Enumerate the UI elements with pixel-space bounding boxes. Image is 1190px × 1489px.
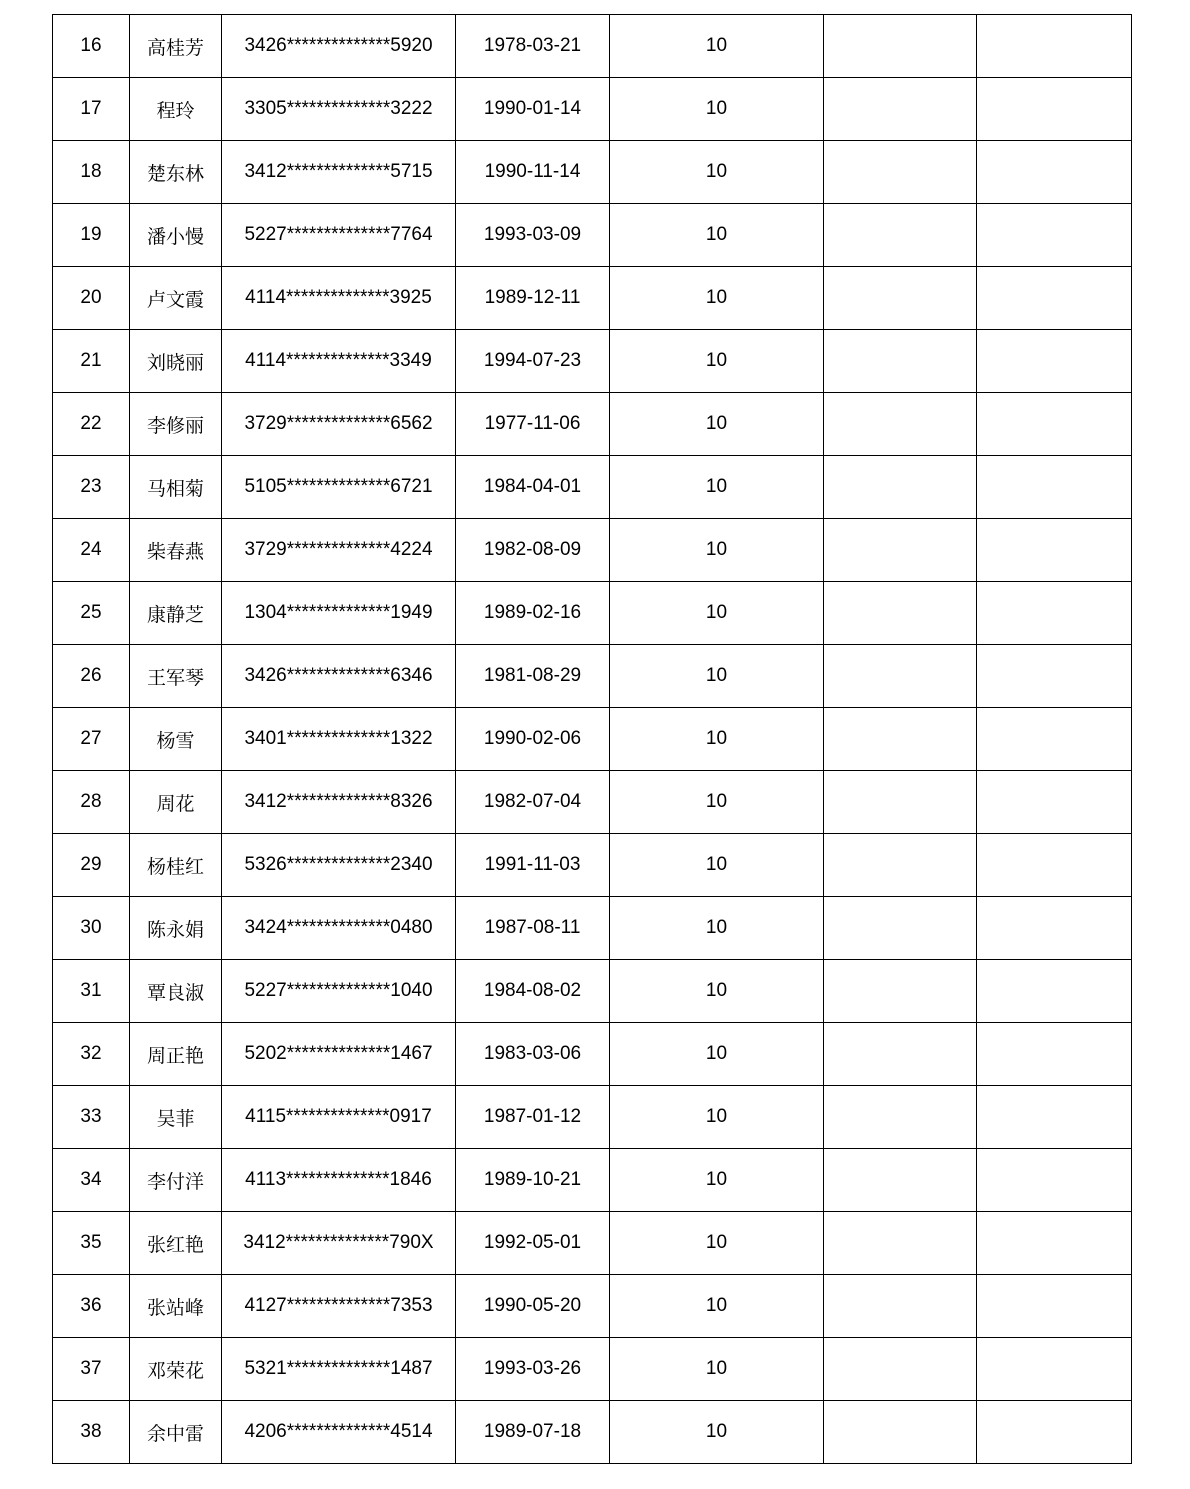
birth-date-cell: 1990-01-14 xyxy=(456,78,610,141)
name-cell: 楚东林 xyxy=(130,141,222,204)
id-number-cell: 5202**************1467 xyxy=(222,1023,456,1086)
id-number-cell: 4115**************0917 xyxy=(222,1086,456,1149)
value-cell: 10 xyxy=(610,519,824,582)
birth-date-cell: 1994-07-23 xyxy=(456,330,610,393)
table-row xyxy=(53,834,1132,897)
value-cell: 10 xyxy=(610,141,824,204)
name-cell: 周花 xyxy=(130,771,222,834)
roster-table-body xyxy=(53,15,1132,1464)
name-cell: 程玲 xyxy=(130,78,222,141)
birth-date-cell: 1993-03-09 xyxy=(456,204,610,267)
serial-number-cell: 17 xyxy=(53,78,130,141)
birth-date-cell: 1989-12-11 xyxy=(456,267,610,330)
id-number-cell: 5105**************6721 xyxy=(222,456,456,519)
name-cell: 高桂芳 xyxy=(130,15,222,78)
blank-cell xyxy=(824,645,977,708)
value-cell: 10 xyxy=(610,1338,824,1401)
id-number-cell: 5321**************1487 xyxy=(222,1338,456,1401)
id-number-cell: 3426**************5920 xyxy=(222,15,456,78)
id-number-cell: 1304**************1949 xyxy=(222,582,456,645)
serial-number-cell: 31 xyxy=(53,960,130,1023)
id-number-cell: 3424**************0480 xyxy=(222,897,456,960)
value-cell: 10 xyxy=(610,456,824,519)
table-row xyxy=(53,960,1132,1023)
blank-cell xyxy=(824,1149,977,1212)
name-cell: 张红艳 xyxy=(130,1212,222,1275)
id-number-cell: 5227**************7764 xyxy=(222,204,456,267)
birth-date-cell: 1990-11-14 xyxy=(456,141,610,204)
table-row xyxy=(53,708,1132,771)
blank-cell xyxy=(977,1086,1132,1149)
table-row xyxy=(53,393,1132,456)
name-cell: 潘小慢 xyxy=(130,204,222,267)
value-cell: 10 xyxy=(610,267,824,330)
name-cell: 邓荣花 xyxy=(130,1338,222,1401)
id-number-cell: 3401**************1322 xyxy=(222,708,456,771)
blank-cell xyxy=(824,330,977,393)
serial-number-cell: 26 xyxy=(53,645,130,708)
blank-cell xyxy=(977,1149,1132,1212)
blank-cell xyxy=(824,78,977,141)
blank-cell xyxy=(824,897,977,960)
table-row xyxy=(53,1275,1132,1338)
blank-cell xyxy=(977,1212,1132,1275)
name-cell: 杨桂红 xyxy=(130,834,222,897)
blank-cell xyxy=(824,267,977,330)
table-row xyxy=(53,456,1132,519)
id-number-cell: 4114**************3349 xyxy=(222,330,456,393)
birth-date-cell: 1989-10-21 xyxy=(456,1149,610,1212)
id-number-cell: 4206**************4514 xyxy=(222,1401,456,1464)
name-cell: 陈永娟 xyxy=(130,897,222,960)
blank-cell xyxy=(977,645,1132,708)
serial-number-cell: 32 xyxy=(53,1023,130,1086)
serial-number-cell: 18 xyxy=(53,141,130,204)
value-cell: 10 xyxy=(610,1149,824,1212)
id-number-cell: 3412**************8326 xyxy=(222,771,456,834)
birth-date-cell: 1991-11-03 xyxy=(456,834,610,897)
blank-cell xyxy=(977,267,1132,330)
blank-cell xyxy=(977,708,1132,771)
value-cell: 10 xyxy=(610,1023,824,1086)
serial-number-cell: 29 xyxy=(53,834,130,897)
birth-date-cell: 1987-08-11 xyxy=(456,897,610,960)
value-cell: 10 xyxy=(610,1086,824,1149)
value-cell: 10 xyxy=(610,204,824,267)
name-cell: 覃良淑 xyxy=(130,960,222,1023)
value-cell: 10 xyxy=(610,834,824,897)
id-number-cell: 5326**************2340 xyxy=(222,834,456,897)
name-cell: 马相菊 xyxy=(130,456,222,519)
name-cell: 柴春燕 xyxy=(130,519,222,582)
birth-date-cell: 1987-01-12 xyxy=(456,1086,610,1149)
serial-number-cell: 20 xyxy=(53,267,130,330)
name-cell: 杨雪 xyxy=(130,708,222,771)
blank-cell xyxy=(977,960,1132,1023)
value-cell: 10 xyxy=(610,1401,824,1464)
blank-cell xyxy=(977,204,1132,267)
blank-cell xyxy=(977,1401,1132,1464)
serial-number-cell: 24 xyxy=(53,519,130,582)
blank-cell xyxy=(824,456,977,519)
name-cell: 李付洋 xyxy=(130,1149,222,1212)
value-cell: 10 xyxy=(610,330,824,393)
value-cell: 10 xyxy=(610,645,824,708)
serial-number-cell: 16 xyxy=(53,15,130,78)
value-cell: 10 xyxy=(610,708,824,771)
name-cell: 刘晓丽 xyxy=(130,330,222,393)
table-row xyxy=(53,1338,1132,1401)
serial-number-cell: 19 xyxy=(53,204,130,267)
birth-date-cell: 1992-05-01 xyxy=(456,1212,610,1275)
blank-cell xyxy=(977,78,1132,141)
blank-cell xyxy=(824,582,977,645)
roster-table xyxy=(52,14,1132,1464)
birth-date-cell: 1984-08-02 xyxy=(456,960,610,1023)
id-number-cell: 3305**************3222 xyxy=(222,78,456,141)
birth-date-cell: 1978-03-21 xyxy=(456,15,610,78)
serial-number-cell: 30 xyxy=(53,897,130,960)
blank-cell xyxy=(977,834,1132,897)
id-number-cell: 4113**************1846 xyxy=(222,1149,456,1212)
serial-number-cell: 33 xyxy=(53,1086,130,1149)
name-cell: 吴菲 xyxy=(130,1086,222,1149)
blank-cell xyxy=(977,1023,1132,1086)
serial-number-cell: 34 xyxy=(53,1149,130,1212)
blank-cell xyxy=(824,1023,977,1086)
birth-date-cell: 1977-11-06 xyxy=(456,393,610,456)
value-cell: 10 xyxy=(610,15,824,78)
blank-cell xyxy=(977,1338,1132,1401)
value-cell: 10 xyxy=(610,78,824,141)
name-cell: 李修丽 xyxy=(130,393,222,456)
blank-cell xyxy=(977,141,1132,204)
blank-cell xyxy=(824,1401,977,1464)
id-number-cell: 5227**************1040 xyxy=(222,960,456,1023)
name-cell: 王军琴 xyxy=(130,645,222,708)
id-number-cell: 3729**************6562 xyxy=(222,393,456,456)
table-row xyxy=(53,204,1132,267)
blank-cell xyxy=(824,1086,977,1149)
value-cell: 10 xyxy=(610,960,824,1023)
table-row xyxy=(53,519,1132,582)
table-row xyxy=(53,1212,1132,1275)
serial-number-cell: 21 xyxy=(53,330,130,393)
birth-date-cell: 1990-02-06 xyxy=(456,708,610,771)
blank-cell xyxy=(824,960,977,1023)
value-cell: 10 xyxy=(610,582,824,645)
value-cell: 10 xyxy=(610,897,824,960)
table-row xyxy=(53,771,1132,834)
roster-table-container xyxy=(52,14,1132,1464)
id-number-cell: 4114**************3925 xyxy=(222,267,456,330)
blank-cell xyxy=(824,1338,977,1401)
blank-cell xyxy=(824,834,977,897)
table-row xyxy=(53,1023,1132,1086)
birth-date-cell: 1982-07-04 xyxy=(456,771,610,834)
blank-cell xyxy=(824,519,977,582)
serial-number-cell: 27 xyxy=(53,708,130,771)
blank-cell xyxy=(977,582,1132,645)
blank-cell xyxy=(824,141,977,204)
id-number-cell: 4127**************7353 xyxy=(222,1275,456,1338)
blank-cell xyxy=(824,1275,977,1338)
blank-cell xyxy=(977,456,1132,519)
serial-number-cell: 25 xyxy=(53,582,130,645)
table-row xyxy=(53,330,1132,393)
blank-cell xyxy=(824,15,977,78)
blank-cell xyxy=(977,15,1132,78)
blank-cell xyxy=(977,330,1132,393)
name-cell: 康静芝 xyxy=(130,582,222,645)
blank-cell xyxy=(824,708,977,771)
table-row xyxy=(53,1401,1132,1464)
name-cell: 周正艳 xyxy=(130,1023,222,1086)
serial-number-cell: 35 xyxy=(53,1212,130,1275)
blank-cell xyxy=(977,1275,1132,1338)
table-row xyxy=(53,897,1132,960)
birth-date-cell: 1989-02-16 xyxy=(456,582,610,645)
blank-cell xyxy=(824,1212,977,1275)
name-cell: 张站峰 xyxy=(130,1275,222,1338)
birth-date-cell: 1990-05-20 xyxy=(456,1275,610,1338)
blank-cell xyxy=(977,771,1132,834)
value-cell: 10 xyxy=(610,1212,824,1275)
value-cell: 10 xyxy=(610,1275,824,1338)
table-row xyxy=(53,141,1132,204)
id-number-cell: 3412**************790X xyxy=(222,1212,456,1275)
birth-date-cell: 1982-08-09 xyxy=(456,519,610,582)
name-cell: 卢文霞 xyxy=(130,267,222,330)
birth-date-cell: 1983-03-06 xyxy=(456,1023,610,1086)
table-row xyxy=(53,645,1132,708)
table-row xyxy=(53,582,1132,645)
blank-cell xyxy=(824,393,977,456)
table-row xyxy=(53,15,1132,78)
birth-date-cell: 1989-07-18 xyxy=(456,1401,610,1464)
serial-number-cell: 36 xyxy=(53,1275,130,1338)
birth-date-cell: 1981-08-29 xyxy=(456,645,610,708)
name-cell: 余中雷 xyxy=(130,1401,222,1464)
birth-date-cell: 1993-03-26 xyxy=(456,1338,610,1401)
id-number-cell: 3412**************5715 xyxy=(222,141,456,204)
blank-cell xyxy=(977,519,1132,582)
table-row xyxy=(53,78,1132,141)
table-row xyxy=(53,267,1132,330)
serial-number-cell: 22 xyxy=(53,393,130,456)
birth-date-cell: 1984-04-01 xyxy=(456,456,610,519)
serial-number-cell: 23 xyxy=(53,456,130,519)
serial-number-cell: 38 xyxy=(53,1401,130,1464)
value-cell: 10 xyxy=(610,393,824,456)
blank-cell xyxy=(977,393,1132,456)
blank-cell xyxy=(824,771,977,834)
table-row xyxy=(53,1149,1132,1212)
blank-cell xyxy=(977,897,1132,960)
value-cell: 10 xyxy=(610,771,824,834)
id-number-cell: 3426**************6346 xyxy=(222,645,456,708)
table-row xyxy=(53,1086,1132,1149)
id-number-cell: 3729**************4224 xyxy=(222,519,456,582)
blank-cell xyxy=(824,204,977,267)
serial-number-cell: 37 xyxy=(53,1338,130,1401)
serial-number-cell: 28 xyxy=(53,771,130,834)
